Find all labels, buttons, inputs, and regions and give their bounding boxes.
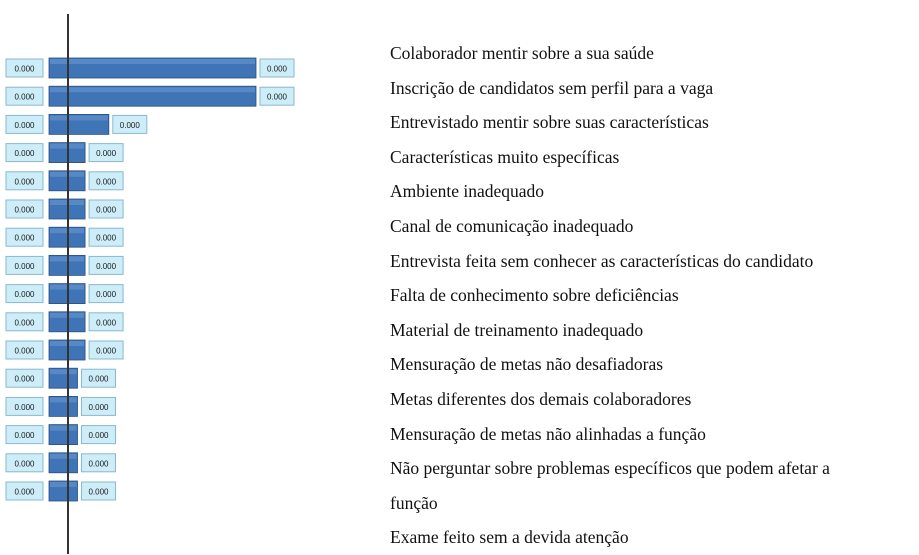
bar-chart [0, 0, 370, 554]
bar-highlight [50, 59, 255, 64]
right-value-label: 0.000 [96, 318, 117, 328]
left-value-label: 0.000 [14, 92, 35, 102]
left-value-label: 0.000 [14, 318, 35, 328]
right-value-label: 0.000 [88, 459, 109, 469]
right-value-label: 0.000 [266, 92, 288, 102]
bar-highlight [50, 369, 76, 374]
category-label: Entrevista feita sem conhecer as características do candidato [390, 250, 814, 271]
category-label: Material de treinamento inadequado [390, 319, 644, 340]
bar-highlight [50, 115, 108, 120]
right-value-label: 0.000 [88, 487, 109, 497]
bar-highlight [50, 397, 76, 402]
left-value-label: 0.000 [14, 487, 35, 497]
category-label: Canal de comunicação inadequado [390, 215, 634, 236]
left-value-label: 0.000 [14, 233, 35, 243]
left-value-label: 0.000 [14, 402, 35, 412]
right-value-label: 0.000 [96, 290, 117, 300]
right-value-label: 0.000 [96, 149, 117, 159]
left-value-label: 0.000 [14, 177, 35, 187]
category-label: Falta de conhecimento sobre deficiências [390, 285, 679, 306]
right-value-label: 0.000 [88, 402, 109, 412]
category-label: Metas diferentes dos demais colaboradores [390, 388, 692, 409]
bar-highlight [50, 87, 255, 92]
left-value-label: 0.000 [14, 431, 35, 441]
category-label: Características muito específicas [390, 146, 620, 167]
right-value-label: 0.000 [96, 346, 117, 356]
bars-layer [6, 58, 294, 501]
right-value-label: 0.000 [96, 205, 117, 215]
right-value-label: 0.000 [119, 120, 140, 130]
left-value-label: 0.000 [14, 459, 35, 469]
left-value-label: 0.000 [14, 64, 35, 74]
left-value-label: 0.000 [14, 374, 35, 384]
bar-highlight [50, 454, 76, 459]
left-value-label: 0.000 [14, 205, 35, 215]
left-value-label: 0.000 [14, 290, 35, 300]
category-label: Entrevistado mentir sobre suas características [390, 112, 709, 133]
category-label: Não perguntar sobre problemas específicos que podem afetar a [390, 458, 830, 479]
left-value-label: 0.000 [14, 261, 35, 271]
right-value-label: 0.000 [96, 261, 117, 271]
left-value-label: 0.000 [14, 149, 35, 159]
category-label: Mensuração de metas não alinhadas a função [390, 423, 706, 444]
category-label: Exame feito sem a devida atenção [390, 527, 629, 548]
category-label-continuation: função [390, 492, 438, 513]
right-value-label: 0.000 [266, 64, 288, 74]
category-label: Colaborador mentir sobre a sua saúde [390, 43, 654, 63]
category-label: Inscrição de candidatos sem perfil para a vaga [390, 77, 714, 98]
left-value-label: 0.000 [14, 120, 35, 130]
right-value-label: 0.000 [88, 431, 109, 441]
left-value-label: 0.000 [14, 346, 35, 356]
category-label: Mensuração de metas não desafiadoras [390, 354, 664, 375]
right-value-label: 0.000 [96, 233, 117, 243]
right-value-label: 0.000 [96, 177, 117, 187]
category-label: Ambiente inadequado [390, 181, 545, 202]
bar-highlight [50, 426, 76, 431]
category-label-list [390, 36, 830, 555]
bar-highlight [50, 482, 76, 487]
right-value-label: 0.000 [88, 374, 109, 384]
